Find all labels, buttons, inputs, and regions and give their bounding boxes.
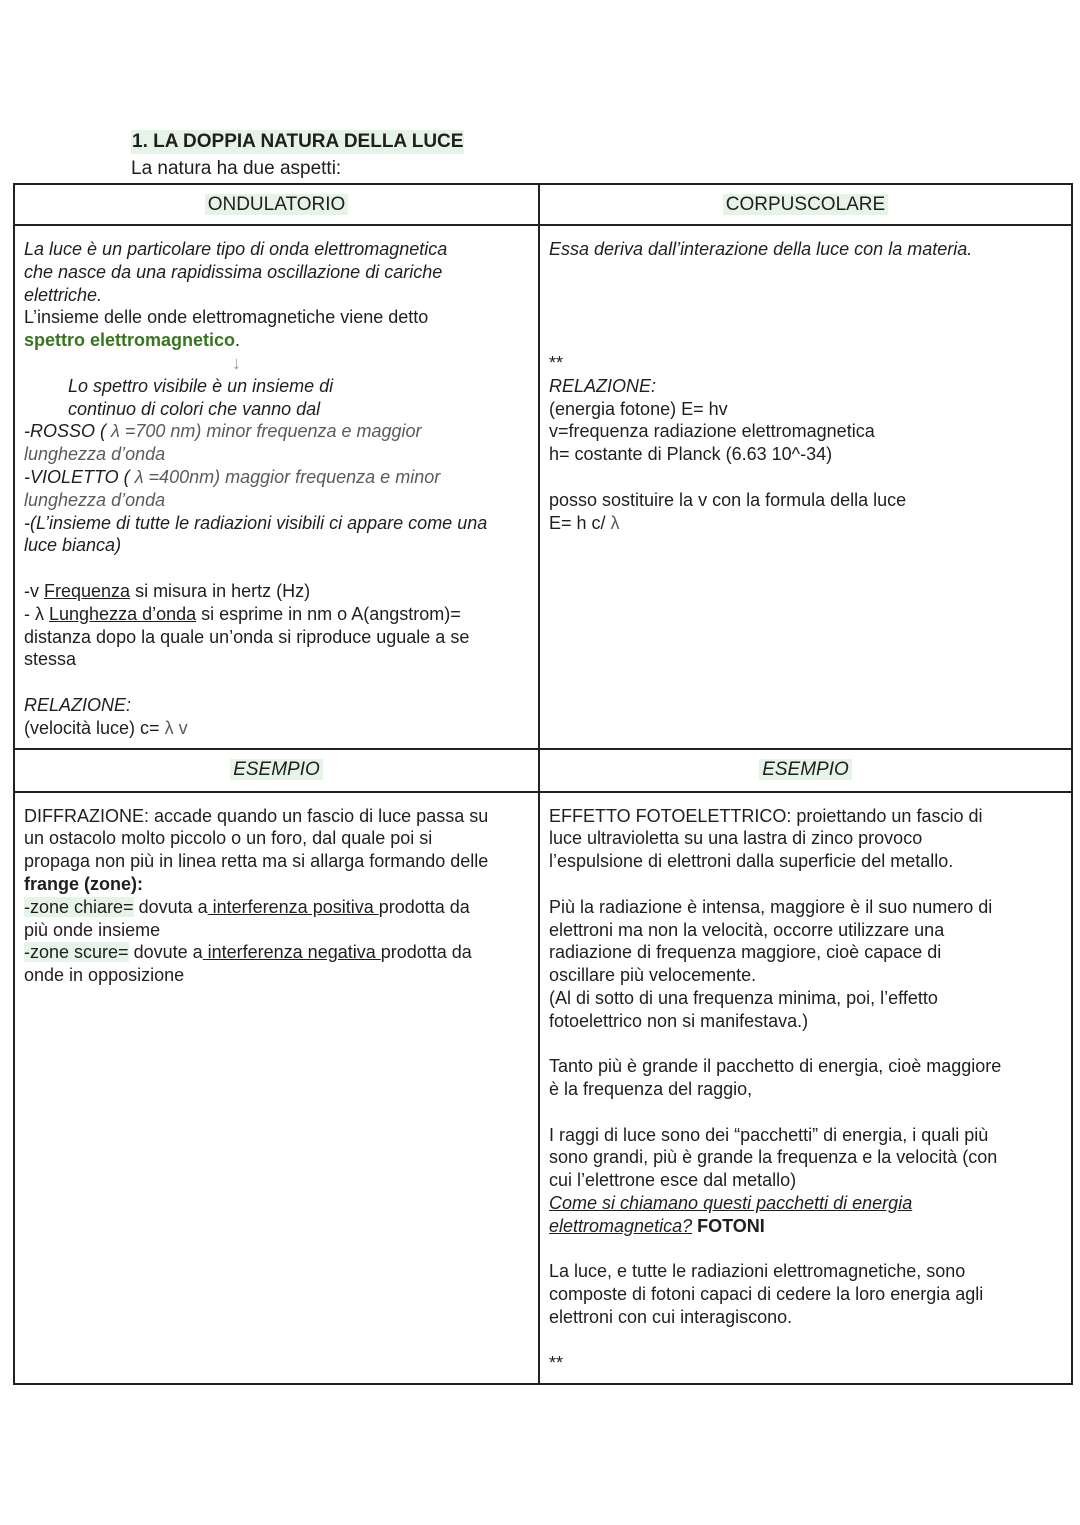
header-cell-corpuscolare bbox=[539, 184, 1072, 225]
text-line: propaga non più in linea retta ma si allarga formando delle bbox=[24, 851, 489, 872]
text-line: elettroni con cui interagiscono. bbox=[549, 1307, 793, 1328]
text-line: che nasce da una rapidissima oscillazione di cariche bbox=[24, 261, 443, 282]
text-line: oscillare più velocemente. bbox=[549, 965, 757, 986]
text-line bbox=[24, 717, 529, 740]
text-line bbox=[549, 1215, 1062, 1238]
formula-lambda: λ bbox=[610, 512, 620, 533]
scure-end: prodotta da bbox=[380, 942, 472, 963]
text-line: La luce, e tutte le radiazioni elettromagnetiche, sono bbox=[549, 1261, 966, 1282]
text-line bbox=[24, 420, 529, 443]
chiare-mid: dovuta a bbox=[133, 896, 208, 917]
question-line: Come si chiamano questi pacchetti di energia bbox=[549, 1193, 913, 1214]
spacer bbox=[549, 306, 1062, 329]
text-line: lunghezza d’onda bbox=[24, 444, 166, 465]
wl-term: Lunghezza d’onda bbox=[49, 603, 197, 624]
stars-mark: ** bbox=[549, 1352, 564, 1373]
interferenza-negativa: interferenza negativa bbox=[202, 942, 381, 963]
text-line: stessa bbox=[24, 649, 77, 670]
spacer bbox=[549, 329, 1062, 352]
text-line: luce bianca) bbox=[24, 535, 122, 556]
spacer bbox=[549, 1329, 1062, 1352]
text-line bbox=[24, 603, 529, 626]
stars-mark: ** bbox=[549, 352, 564, 373]
spacer bbox=[549, 284, 1062, 307]
example-header-cell-right bbox=[539, 749, 1072, 792]
diffrazione-cell bbox=[14, 792, 539, 1384]
text-line: continuo di colori che vanno dal bbox=[68, 398, 321, 419]
text-line: v=frequenza radiazione elettromagnetica bbox=[549, 421, 875, 442]
wl-rest: si esprime in nm o A(angstrom)= bbox=[196, 603, 461, 624]
text-line: l’espulsione di elettroni dalla superficie del metallo. bbox=[549, 851, 954, 872]
freq-prefix: -v bbox=[24, 580, 44, 601]
zone-scure-label: -zone scure= bbox=[24, 942, 129, 963]
question-line-2: elettromagnetica? bbox=[549, 1215, 693, 1236]
example-header-row bbox=[14, 749, 1072, 792]
text-line: L’insieme delle onde elettromagnetiche viene detto bbox=[24, 307, 429, 328]
text-line bbox=[549, 512, 1062, 535]
text-line: Tanto più è grande il pacchetto di energia, cioè maggiore bbox=[549, 1056, 1002, 1077]
text-line: Più la radiazione è intensa, maggiore è il suo numero di bbox=[549, 896, 993, 917]
spacer bbox=[549, 1033, 1062, 1056]
text-line: RELAZIONE: bbox=[549, 375, 657, 396]
text-line: fotoelettrico non si manifestava.) bbox=[549, 1010, 809, 1031]
text-line: luce ultravioletta su una lastra di zinco provoco bbox=[549, 828, 923, 849]
relation-formula: λ v bbox=[164, 717, 188, 738]
header-ondulatorio: ONDULATORIO bbox=[205, 194, 349, 215]
text-line: più onde insieme bbox=[24, 919, 161, 940]
text-line bbox=[24, 896, 529, 919]
spacer bbox=[549, 873, 1062, 896]
page-title: 1. LA DOPPIA NATURA DELLA LUCE bbox=[132, 131, 464, 152]
spacer bbox=[549, 261, 1062, 284]
header-row bbox=[14, 184, 1072, 225]
zone-chiare-label: -zone chiare= bbox=[24, 896, 134, 917]
text-line: posso sostituire la v con la formula della luce bbox=[549, 489, 907, 510]
fotoelettrico-cell bbox=[539, 792, 1072, 1384]
answer-fotoni: FOTONI bbox=[692, 1215, 765, 1236]
text-line: Lo spettro visibile è un insieme di bbox=[68, 375, 334, 396]
text-line: Essa deriva dall’interazione della luce con la materia. bbox=[549, 239, 973, 259]
text-line: composte di fotoni capaci di cedere la loro energia agli bbox=[549, 1284, 984, 1305]
text-line bbox=[24, 941, 529, 964]
text-line: (energia fotone) E= hv bbox=[549, 398, 728, 419]
text-line: (Al di sotto di una frequenza minima, poi, l’effetto bbox=[549, 987, 938, 1008]
spacer bbox=[549, 1238, 1062, 1261]
ondulatorio-cell bbox=[14, 225, 539, 749]
text-line bbox=[24, 329, 529, 352]
text-line: I raggi di luce sono dei “pacchetti” di energia, i quali più bbox=[549, 1124, 989, 1145]
page-subtitle: La natura ha due aspetti: bbox=[131, 158, 342, 179]
text-line: onde in opposizione bbox=[24, 965, 185, 986]
header-cell-ondulatorio bbox=[14, 184, 539, 225]
wl-prefix: - λ bbox=[24, 603, 49, 624]
header-corpuscolare: CORPUSCOLARE bbox=[723, 194, 888, 215]
text-line: elettriche. bbox=[24, 284, 103, 305]
text-line: lunghezza d’onda bbox=[24, 489, 166, 510]
period: . bbox=[235, 330, 241, 351]
violet-detail: λ =400nm) maggior frequenza e minor bbox=[129, 466, 441, 487]
corpuscolare-cell bbox=[539, 225, 1072, 749]
text-line: frange (zone): bbox=[24, 873, 143, 894]
text-line: La luce è un particolare tipo di onda elettromagnetica bbox=[24, 239, 448, 259]
example-row bbox=[14, 792, 1072, 1384]
text-line: RELAZIONE: bbox=[24, 694, 132, 715]
example-header-cell-left bbox=[14, 749, 539, 792]
text-line: EFFETTO FOTOELETTRICO: proiettando un fascio di bbox=[549, 805, 983, 826]
chiare-end: prodotta da bbox=[378, 896, 470, 917]
red-label: -ROSSO ( bbox=[24, 421, 107, 442]
freq-term: Frequenza bbox=[44, 580, 131, 601]
violet-label: -VIOLETTO ( bbox=[24, 466, 130, 487]
spectrum-term: spettro elettromagnetico bbox=[24, 330, 236, 351]
text-line: è la frequenza del raggio, bbox=[549, 1079, 753, 1100]
relation-prefix: (velocità luce) c= bbox=[24, 717, 165, 738]
spacer bbox=[24, 557, 529, 580]
text-line: h= costante di Planck (6.63 10^-34) bbox=[549, 444, 833, 465]
example-header-left: ESEMPIO bbox=[230, 759, 323, 780]
formula-prefix: E= h c/ bbox=[549, 512, 611, 533]
spacer bbox=[549, 1101, 1062, 1124]
text-line: distanza dopo la quale un’onda si riproduce uguale a se bbox=[24, 626, 470, 647]
text-line: radiazione di frequenza maggiore, cioè capace di bbox=[549, 942, 942, 963]
freq-rest: si misura in hertz (Hz) bbox=[130, 580, 311, 601]
spacer bbox=[549, 466, 1062, 489]
interferenza-positiva: interferenza positiva bbox=[207, 896, 379, 917]
text-line: un ostacolo molto piccolo o un foro, dal quale poi si bbox=[24, 828, 433, 849]
text-line bbox=[24, 580, 529, 603]
scure-mid: dovute a bbox=[128, 942, 203, 963]
text-line: cui l’elettrone esce dal metallo) bbox=[549, 1170, 797, 1191]
red-detail: λ =700 nm) minor frequenza e maggior bbox=[106, 421, 422, 442]
text-line: elettroni ma non la velocità, occorre utilizzare una bbox=[549, 919, 945, 940]
text-line: sono grandi, più è grande la frequenza e la velocità (con bbox=[549, 1147, 998, 1168]
spacer bbox=[24, 671, 529, 694]
comparison-table bbox=[13, 183, 1073, 1385]
theory-row bbox=[14, 225, 1072, 749]
text-line: DIFFRAZIONE: accade quando un fascio di luce passa su bbox=[24, 805, 489, 826]
text-line: -(L’insieme di tutte le radiazioni visibili ci appare come una bbox=[24, 512, 488, 533]
down-arrow-icon: ↓ bbox=[232, 352, 241, 373]
example-header-right: ESEMPIO bbox=[759, 759, 852, 780]
text-line bbox=[24, 466, 529, 489]
